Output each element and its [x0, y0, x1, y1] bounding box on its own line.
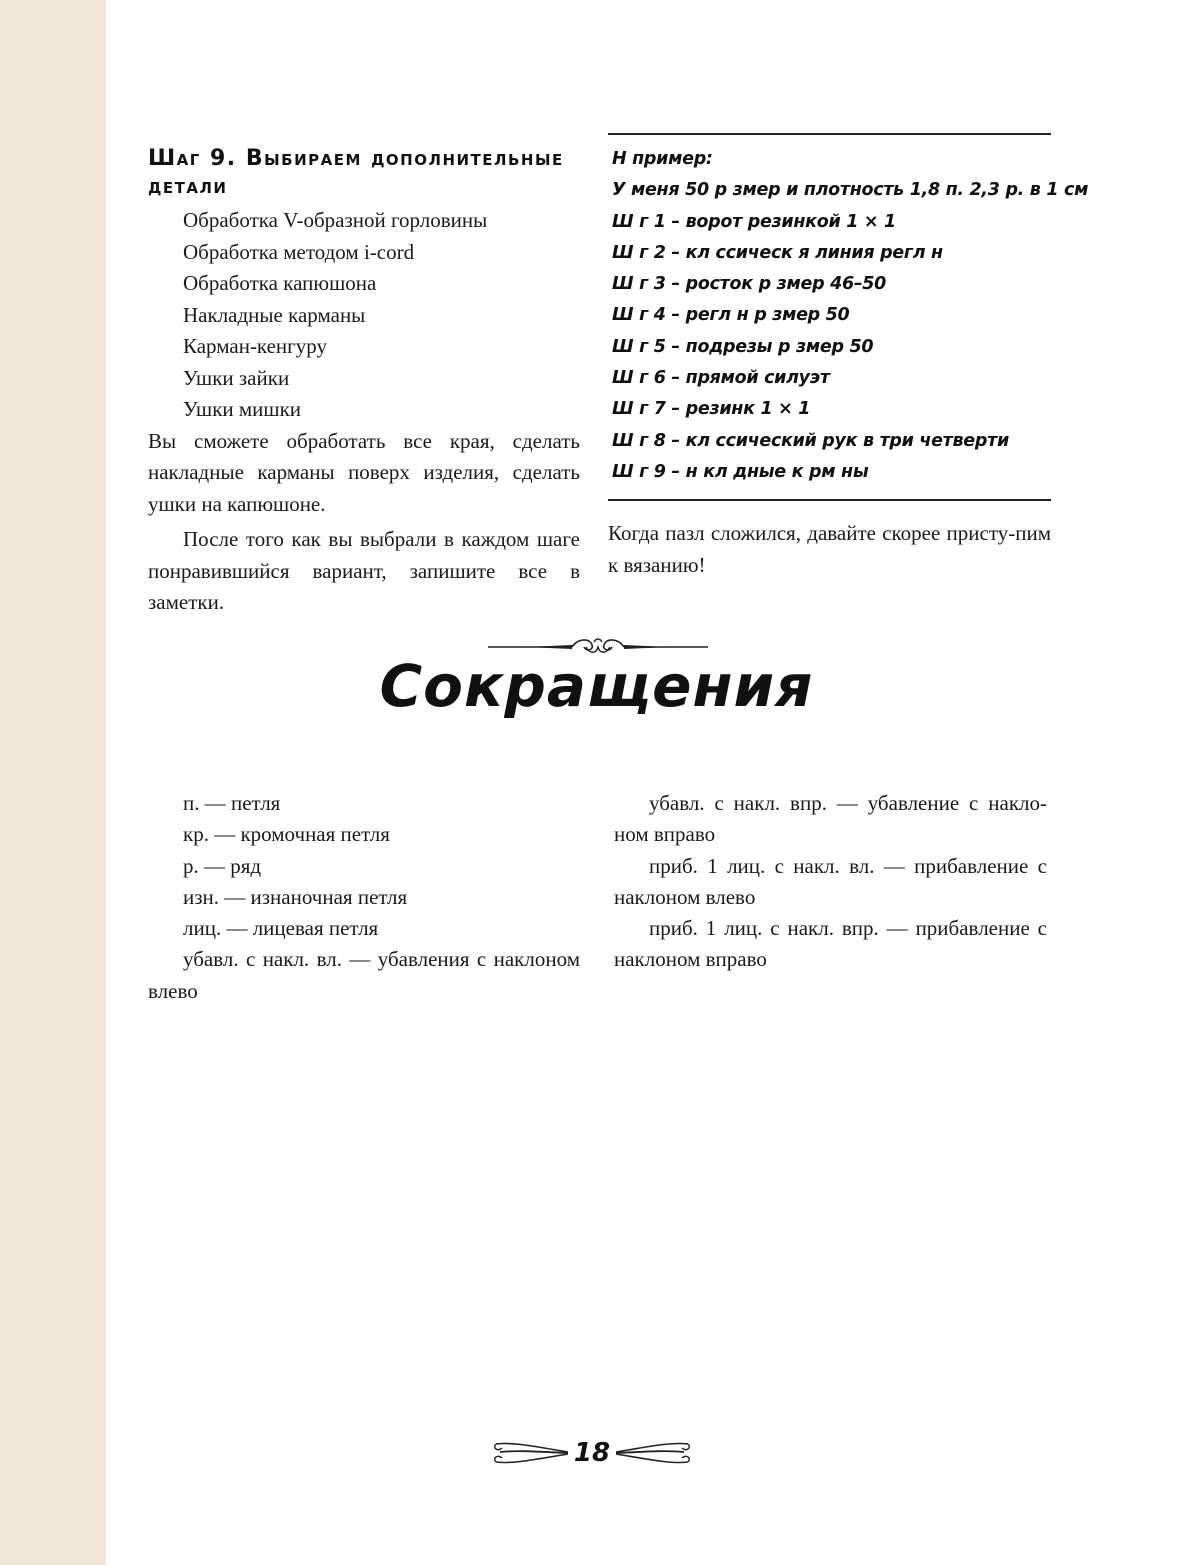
example-line: Ш г 6 – прямой силуэт: [612, 368, 830, 389]
section-title: Сокращения: [379, 652, 814, 720]
example-line: Ш г 4 – регл н р змер 50: [612, 305, 850, 326]
flourish-right-icon: [612, 1438, 692, 1468]
option-item: Карман-кенгуру: [183, 334, 328, 358]
step9-heading-text: Выбираем дополнительные детали: [148, 146, 564, 199]
abbreviation-item: изн. — изнаночная петля: [183, 884, 408, 909]
step9-options: [148, 205, 580, 426]
example-after-text: Когда пазл сложился, давайте скорее присту-пим к вязанию!: [608, 521, 1051, 577]
option-item: Обработка методом i-cord: [183, 239, 415, 264]
abbreviation-item: кр. — кромочная петля: [183, 822, 390, 847]
example-line: У меня 50 р змер и плотность 1,8 п. 2,3 р. в 1 см: [612, 180, 1089, 201]
example-line: Ш г 3 – росток р змер 46–50: [612, 274, 887, 295]
step9-heading: [148, 145, 580, 201]
option-item: Обработка V-образной горловины: [183, 208, 488, 232]
example-line: Ш г 5 – подрезы р змер 50: [612, 336, 874, 357]
example-line: Н пример:: [612, 149, 713, 169]
example-line: Ш г 8 – кл ссический рук в три четверти: [612, 430, 1009, 451]
step9-heading-number: Шаг 9.: [148, 146, 237, 171]
abbreviation-item: убавл. с накл. вл. — убавления с наклоном влево: [148, 947, 580, 1003]
abbreviations-right: [614, 788, 1047, 976]
example-line: Ш г 7 – резинк 1 × 1: [612, 399, 811, 420]
page-number: 18: [573, 1438, 611, 1468]
option-item: Ушки зайки: [183, 365, 290, 390]
option-item: Ушки мишки: [183, 397, 302, 421]
abbreviation-item: приб. 1 лиц. с накл. вл. — прибавление с наклоном влево: [614, 853, 1047, 909]
step9-paragraph: После того как вы выбрали в каждом шаге понравившийся вариант, запишите все в заметки.: [148, 527, 580, 614]
abbreviations-left: [148, 788, 580, 1007]
page-edge-strip: [0, 0, 106, 1565]
step9-paragraph: Вы сможете обработать все края, сделать накладные карманы поверх изделия, сделать ушки на капюшоне.: [148, 428, 580, 516]
abbreviation-item: приб. 1 лиц. с накл. впр. — прибавление с наклоном вправо: [614, 916, 1047, 972]
abbreviation-item: убавл. с накл. впр. — убавление с накло-ном вправо: [614, 791, 1047, 847]
example-line: Ш г 9 – н кл дные к рм ны: [612, 461, 869, 482]
example-box: [608, 133, 1089, 501]
page-footer: [492, 1434, 692, 1474]
step9-section: [148, 145, 580, 619]
abbreviation-item: р. — ряд: [183, 853, 262, 878]
example-line: Ш г 2 – кл ссическ я линия регл н: [612, 242, 943, 263]
abbreviation-item: п. — петля: [183, 791, 281, 815]
example-section: [608, 133, 1089, 581]
example-line: Ш г 1 – ворот резинкой 1 × 1: [612, 211, 896, 232]
abbreviation-item: лиц. — лицевая петля: [183, 916, 379, 941]
option-item: Обработка капюшона: [183, 271, 377, 295]
option-item: Накладные карманы: [183, 302, 366, 327]
